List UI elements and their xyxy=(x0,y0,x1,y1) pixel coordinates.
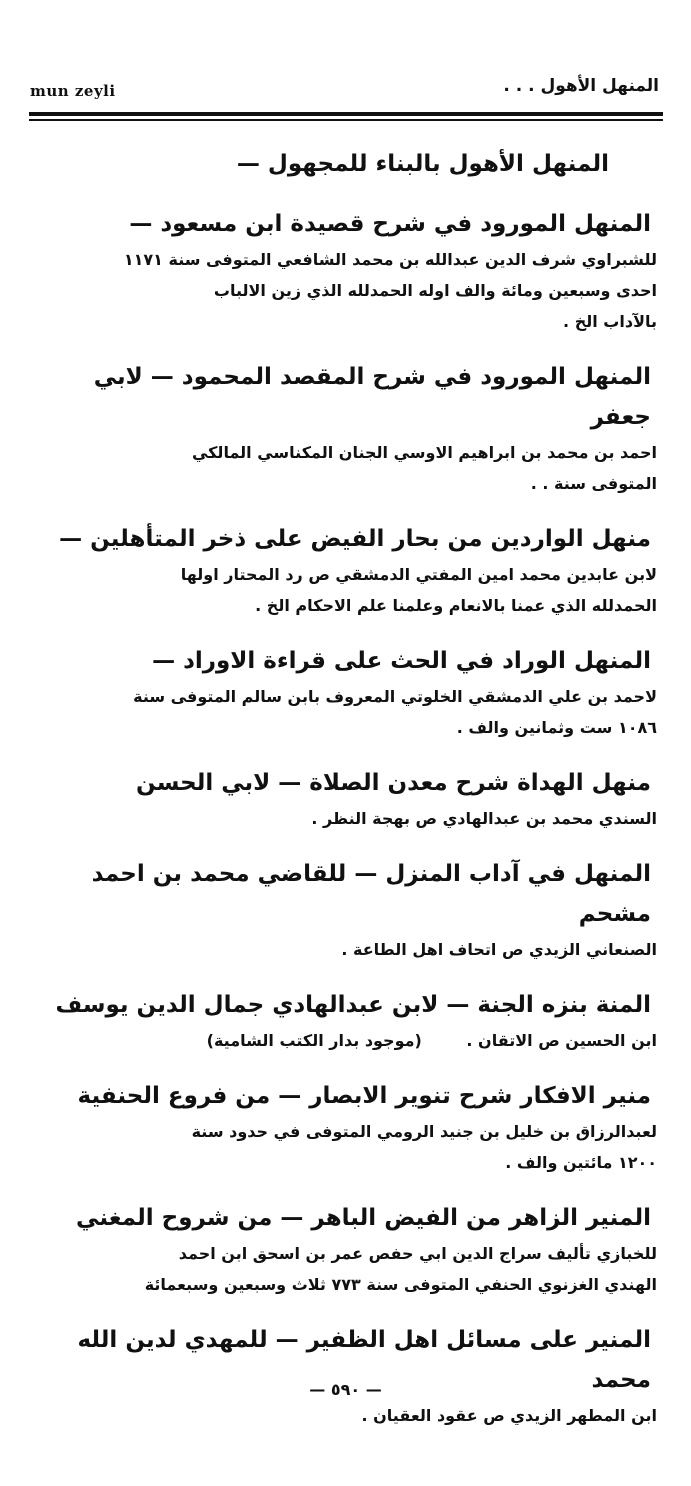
entry xyxy=(32,763,657,834)
entry-body-line: ١٢٠٠ مائتين والف . xyxy=(505,1153,657,1172)
entry-body xyxy=(32,803,657,834)
entry-heading: المنهل المورود في شرح قصيدة ابن مسعود — xyxy=(129,211,651,237)
entry-body xyxy=(32,437,657,499)
entry-body-line: ابن المطهر الزيدي ص عقود العقيان . xyxy=(361,1406,657,1425)
entry-body xyxy=(32,1116,657,1178)
page-content xyxy=(32,124,657,1431)
entry xyxy=(32,1076,657,1178)
entry-body-line: لعبدالرزاق بن خليل بن جنيد الرومي المتوفى في حدود سنة xyxy=(191,1122,657,1141)
entry-body-line: ابن الحسين ص الاتقان . (موجود بدار الكتب الشامية) xyxy=(206,1031,657,1050)
page-number: — ٥٩٠ — xyxy=(309,1380,382,1399)
entry-body-line: لاحمد بن علي الدمشقي الخلوتي المعروف بابن سالم المتوفى سنة xyxy=(133,687,657,706)
entry-body-line: بالآداب الخ . xyxy=(563,312,657,331)
entry-body xyxy=(32,934,657,965)
entry-body-line: السندي محمد بن عبدالهادي ص بهجة النظر . xyxy=(311,809,657,828)
entry-heading: المنة بنزه الجنة — لابن عبدالهادي جمال الدين يوسف xyxy=(55,992,651,1018)
entry-body-line: لابن عابدين محمد امين المفتي الدمشقي ص رد المحتار اولها xyxy=(180,565,657,584)
entry-heading: المنهل الوراد في الحث على قراءة الاوراد — xyxy=(152,648,651,674)
entry xyxy=(32,1198,657,1300)
entry-heading: المنير الزاهر من الفيض الباهر — من شروح المغني xyxy=(76,1205,651,1231)
entry-body-line: الهندي الغزنوي الحنفي المتوفى سنة ٧٧٣ ثلاث وسبعين وسبعمائة xyxy=(144,1275,657,1294)
page-header-right: المنهل الأهول . . . xyxy=(503,76,659,96)
entry-heading: منير الافكار شرح تنوير الابصار — من فروع الحنفية xyxy=(77,1083,651,1109)
main-title: المنهل الأهول بالبناء للمجهول — xyxy=(236,151,609,177)
entry-body-line: احدى وسبعين ومائة والف اوله الحمدلله الذي زين الالباب xyxy=(213,281,657,300)
header-rule-thin xyxy=(29,119,663,121)
entry xyxy=(32,357,657,499)
entry-body-line: للخبازي تأليف سراج الدين ابي حفص عمر بن اسحق ابن احمد xyxy=(178,1244,657,1263)
header-rule-thick xyxy=(29,112,663,116)
entry-body xyxy=(32,681,657,743)
entry xyxy=(32,641,657,743)
entry-heading: المنهل في آداب المنزل — للقاضي محمد بن احمد مشحم xyxy=(91,861,651,927)
entry-heading: المنير على مسائل اهل الظفير — للمهدي لدين الله محمد xyxy=(77,1327,651,1393)
entry-body-line: الحمدلله الذي عمنا بالانعام وعلمنا علم الاحكام الخ . xyxy=(255,596,657,615)
entry-body xyxy=(32,559,657,621)
entry-heading: المنهل المورود في شرح المقصد المحمود — لابي جعفر xyxy=(93,364,651,430)
entry-body xyxy=(32,1238,657,1300)
entry-body-line: المتوفى سنة . . xyxy=(530,474,657,493)
page-header-left: mun zeyli xyxy=(30,82,116,100)
entry-body-line: الصنعاني الزيدي ص اتحاف اهل الطاعة . xyxy=(341,940,657,959)
entry xyxy=(32,204,657,337)
entry-body xyxy=(32,1025,657,1056)
entry-heading: منهل الواردين من بحار الفيض على ذخر المتأهلين — xyxy=(59,526,651,552)
entry-heading: منهل الهداة شرح معدن الصلاة — لابي الحسن xyxy=(136,770,651,796)
entry-body-line: للشبراوي شرف الدين عبدالله بن محمد الشافعي المتوفى سنة ١١٧١ xyxy=(123,250,657,269)
entry xyxy=(32,519,657,621)
entry xyxy=(32,985,657,1056)
entry-body xyxy=(32,1400,657,1431)
entry xyxy=(32,1320,657,1431)
entry xyxy=(32,854,657,965)
entry-body-line: ١٠٨٦ ست وثمانين والف . xyxy=(456,718,657,737)
entry-body-line: احمد بن محمد بن ابراهيم الاوسي الجنان المكناسي المالكي xyxy=(191,443,657,462)
entry-body xyxy=(32,244,657,337)
